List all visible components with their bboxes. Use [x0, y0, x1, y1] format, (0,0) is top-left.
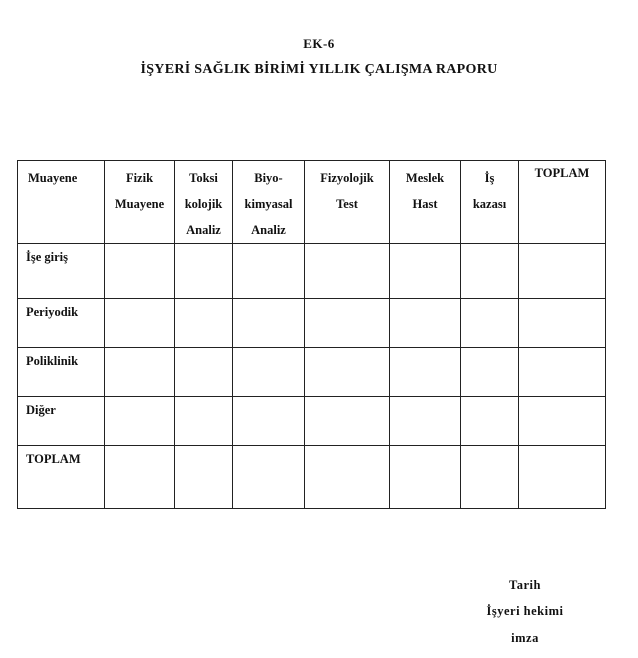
- column-header-line: Analiz: [251, 223, 286, 237]
- column-header-line: kimyasal: [244, 197, 293, 211]
- table-row: [18, 348, 606, 397]
- row-label-poliklinik: Poliklinik: [18, 348, 105, 397]
- column-header-is-kazasi: [461, 161, 519, 244]
- table-cell: [390, 446, 461, 509]
- table-cell: [105, 446, 175, 509]
- column-header-line: Test: [336, 197, 358, 211]
- table-cell: [461, 244, 519, 299]
- workplace-doctor-label: İşyeri hekimi: [486, 604, 564, 618]
- table-cell: [233, 299, 305, 348]
- row-label-ise-giris: İşe giriş: [18, 244, 105, 299]
- table-cell: [519, 244, 606, 299]
- column-header-line: kolojik: [184, 197, 223, 211]
- table-cell: [233, 446, 305, 509]
- signature-label: imza: [511, 631, 539, 645]
- date-label: Tarih: [509, 578, 541, 592]
- table-row: [18, 397, 606, 446]
- column-header-fizyolojik-test: [305, 161, 390, 244]
- table-cell: [233, 397, 305, 446]
- table-row: [18, 446, 606, 509]
- table-row: [18, 299, 606, 348]
- table-cell: [105, 244, 175, 299]
- table-row: [18, 244, 606, 299]
- table-cell: [461, 299, 519, 348]
- header-row: [18, 161, 606, 244]
- annex-label: EK-6: [303, 36, 335, 51]
- column-header-line: TOPLAM: [534, 166, 590, 180]
- table-cell: [105, 397, 175, 446]
- table-cell: [233, 244, 305, 299]
- annual-report-table: [17, 160, 606, 509]
- table-cell: [519, 397, 606, 446]
- column-header-line: Muayene: [114, 197, 165, 211]
- table-cell: [175, 348, 233, 397]
- table-cell: [175, 299, 233, 348]
- table-cell: [390, 397, 461, 446]
- table-cell: [305, 299, 390, 348]
- column-header-meslek-hast: [390, 161, 461, 244]
- column-header-line: Fizyolojik: [320, 171, 374, 185]
- table-cell: [519, 299, 606, 348]
- column-header-line: Biyo-: [254, 171, 283, 185]
- column-header-line: Meslek: [405, 171, 445, 185]
- column-header-line: Muayene: [28, 171, 78, 185]
- table-cell: [305, 244, 390, 299]
- table-cell: [461, 348, 519, 397]
- column-header-toksikolojik-analiz: [175, 161, 233, 244]
- row-label-diger: Diğer: [18, 397, 105, 446]
- table-cell: [305, 446, 390, 509]
- column-header-toplam: [519, 161, 606, 244]
- table-cell: [390, 299, 461, 348]
- column-header-line: Hast: [412, 197, 438, 211]
- table-cell: [461, 397, 519, 446]
- report-title: İŞYERİ SAĞLIK BİRİMİ YILLIK ÇALIŞMA RAPORU: [140, 62, 498, 77]
- column-header-line: Fizik: [125, 171, 154, 185]
- row-label-toplam: TOPLAM: [18, 446, 105, 509]
- table-cell: [390, 348, 461, 397]
- table-cell: [175, 244, 233, 299]
- column-header-muayene: [18, 161, 105, 244]
- column-header-line: Toksi: [189, 171, 218, 185]
- table-cell: [175, 397, 233, 446]
- table-cell: [105, 348, 175, 397]
- row-label-periyodik: Periyodik: [18, 299, 105, 348]
- column-header-biyokimyasal-analiz: [233, 161, 305, 244]
- column-header-fizik-muayene: [105, 161, 175, 244]
- table-cell: [175, 446, 233, 509]
- column-header-line: İş: [484, 171, 495, 185]
- table-cell: [105, 299, 175, 348]
- column-header-line: Analiz: [186, 223, 221, 237]
- table-cell: [461, 446, 519, 509]
- table-cell: [305, 397, 390, 446]
- table-cell: [305, 348, 390, 397]
- table-cell: [233, 348, 305, 397]
- table-cell: [519, 348, 606, 397]
- table-cell: [519, 446, 606, 509]
- table-cell: [390, 244, 461, 299]
- column-header-line: kazası: [472, 197, 507, 211]
